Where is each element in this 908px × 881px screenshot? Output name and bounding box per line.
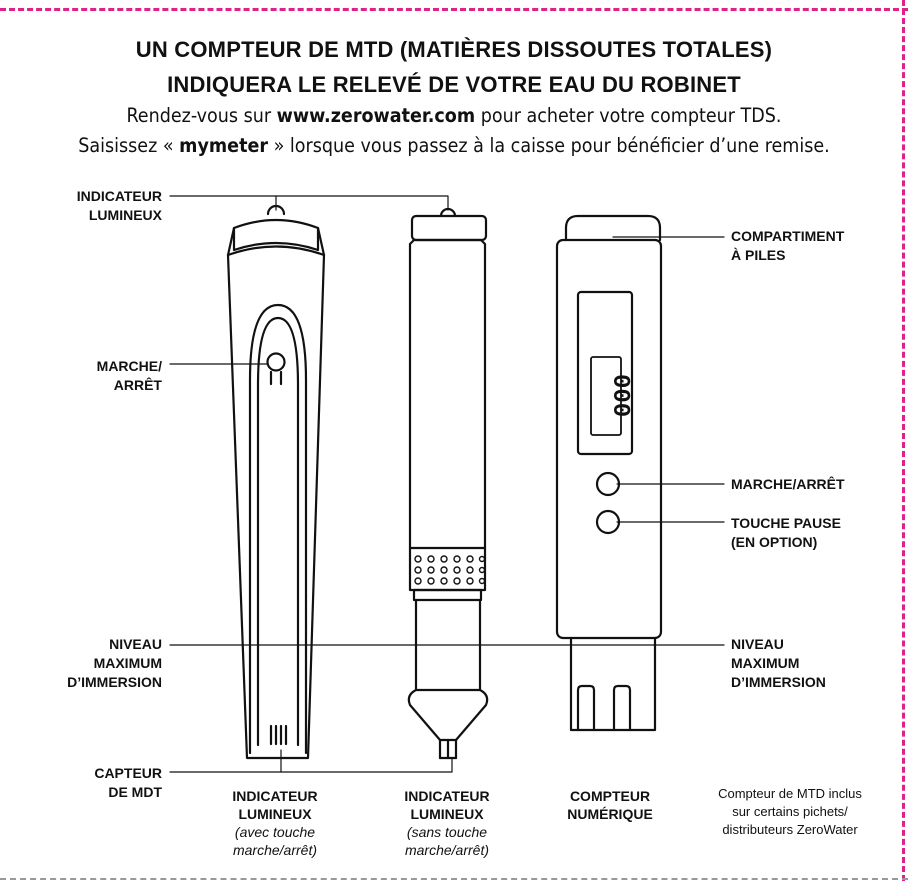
caption-meter-without-button: INDICATEUR LUMINEUX (sans touche marche/arrêt) — [404, 788, 490, 858]
headline-line-1: UN COMPTEUR DE MTD (MATIÈRES DISSOUTES TOTALES) — [135, 37, 773, 62]
label-niveau-maximum-left: NIVEAU MAXIMUM D’IMMERSION — [67, 636, 162, 690]
label-marche-arret-left: MARCHE/ ARRÊT — [96, 358, 162, 393]
meter-with-button — [228, 206, 324, 758]
label-touche-pause: TOUCHE PAUSE (EN OPTION) — [731, 515, 841, 550]
label-compartiment-piles: COMPARTIMENT À PILES — [731, 228, 845, 263]
meter-without-button — [409, 209, 487, 758]
label-marche-arret-right: MARCHE/ARRÊT — [731, 476, 845, 492]
leader-lines — [170, 196, 724, 772]
inclusion-note: Compteur de MTD inclus sur certains pichets/ distributeurs ZeroWater — [718, 786, 862, 837]
label-capteur-mdt: CAPTEUR DE MDT — [94, 765, 162, 800]
website-link: www.zerowater.com — [276, 104, 476, 127]
headline-line-2: INDIQUERA LE RELEVÉ DE VOTRE EAU DU ROBINET — [167, 72, 741, 97]
vent-holes — [415, 556, 485, 584]
promo-code: mymeter — [179, 134, 269, 157]
label-indicateur-lumineux: INDICATEUR LUMINEUX — [76, 188, 162, 223]
display-digits: 000 — [606, 374, 633, 418]
subtitle-line-2: Saisissez « mymeter » lorsque vous passez à la caisse pour bénéficier d’une remise. — [78, 134, 830, 157]
caption-meter-with-button: INDICATEUR LUMINEUX (avec touche marche/arrêt) — [232, 788, 318, 858]
subtitle-line-1: Rendez-vous sur www.zerowater.com pour acheter votre compteur TDS. — [126, 104, 782, 127]
caption-digital-meter: COMPTEUR NUMÉRIQUE — [567, 788, 653, 822]
label-niveau-maximum-right: NIVEAU MAXIMUM D’IMMERSION — [731, 636, 826, 690]
digital-meter — [557, 216, 661, 730]
